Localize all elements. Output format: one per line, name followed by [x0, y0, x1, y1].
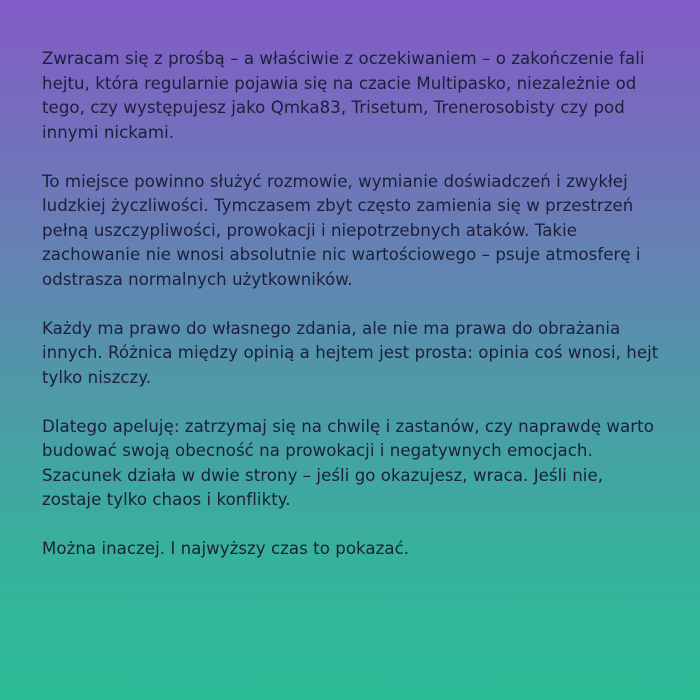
paragraph-1: Zwracam się z prośbą – a właściwie z oczekiwaniem – o zakończenie fali hejtu, która regularnie pojawia się na czacie Multipasko, niezależnie od tego, czy występujesz jako Qmka83, Trisetum, Trenerosobisty czy pod innymi nickami.: [42, 49, 645, 142]
paragraph-5: Można inaczej. I najwyższy czas to pokazać.: [42, 539, 410, 558]
paragraph-4: Dlatego apeluję: zatrzymaj się na chwilę i zastanów, czy naprawdę warto budować swoją obecność na prowokacji i negatywnych emocjach. Szacunek działa w dwie strony – jeśli go okazujesz, wraca. Jeśli nie, zostaje tylko chaos i konflikty.: [42, 416, 654, 509]
paragraph-2: To miejsce powinno służyć rozmowie, wymianie doświadczeń i zwykłej ludzkiej życzliwości. Tymczasem zbyt często zamienia się w przestrzeń pełną uszczypliwości, prowokacji i niepotrzebnych ataków. Takie zachowanie nie wnosi absolutnie nic wartościowego – psuje atmosferę i odstrasza normalnych użytkowników.: [42, 171, 641, 289]
paragraph-3: Każdy ma prawo do własnego zdania, ale nie ma prawa do obrażania innych. Różnica między opinią a hejtem jest prosta: opinia coś wnosi, hejt tylko niszczy.: [42, 318, 659, 387]
message-text-block: [42, 47, 662, 586]
